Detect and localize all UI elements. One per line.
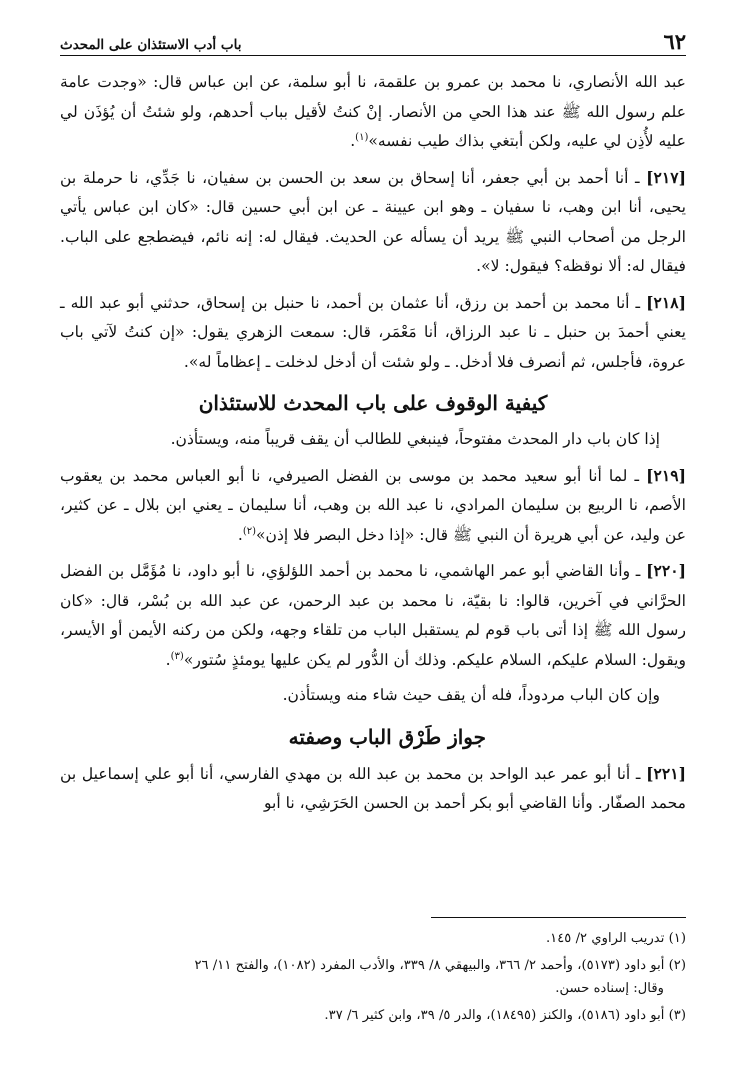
hadith-paragraph-219 xyxy=(60,461,686,551)
running-header xyxy=(60,22,686,56)
paragraph-end: . xyxy=(237,525,243,544)
paragraph-text: ـ أنا أبو عمر عبد الواحد بن محمد بن عبد الله بن مهدي الفارسي، أنا أبو علي إسماعيل بن محمد الصفّار. وأنا القاضي أبو بكر أحمد بن الحسن الحَرَشِي، نا أبو xyxy=(60,764,686,812)
book-page xyxy=(60,22,686,1072)
hadith-number: [٢٢٠] xyxy=(646,561,686,580)
section-intro: إذا كان باب دار المحدث مفتوحاً، فينبغي للطالب أن يقف قريباً منه، ويستأذن. xyxy=(170,430,660,448)
footnote-ref: (٢) xyxy=(242,525,256,537)
paragraph-text: ـ أنا محمد بن أحمد بن رزق، أنا عثمان بن أحمد، نا حنبل بن إسحاق، حدثني أبو عبد الله ـ يعني أحمدَ بن حنبل ـ نا عبد الرزاق، أنا مَعْمَر، قال: سمعت الزهري يقول: «إن كنتُ لآتي باب عروة، فأجلس، ثم أنصرف فلا أدخل. ـ ولو شئت أن أدخل لدخلت ـ إعظاماً له». xyxy=(60,293,686,371)
paragraph-end: . xyxy=(350,132,356,150)
footnote-text: (١) تدريب الراوي ٢/ ١٤٥. xyxy=(545,931,686,946)
paragraph-text: ـ لما أنا أبو سعيد محمد بن موسى بن الفضل الصيرفي، نا أبو العباس محمد بن يعقوب الأصم، نا الربيع بن سليمان المرادي، نا عبد الله بن وهب، أنا سليمان ـ يعني ابن بلال ـ عن كثير، عن وليد، عن أبي هريرة أن النبي ﷺ قال: «إذا دخل البصر فلا إذن» xyxy=(60,466,686,544)
footnotes xyxy=(60,927,686,1031)
footnote-1 xyxy=(60,927,686,950)
page-number: ٦٢ xyxy=(663,29,686,54)
hadith-paragraph-218 xyxy=(60,288,686,378)
footnote-ref: (١) xyxy=(355,131,369,143)
paragraph-text: عبد الله الأنصاري، نا محمد بن عمرو بن علقمة، نا أبو سلمة، عن ابن عباس قال: «وجدت عامة علم رسول الله ﷺ عند هذا الحي من الأنصار. إنْ كنتُ لأقيل بباب أحدهم، ولو شئتُ أن يُؤذَن لي عليه لأُذِن لي عليه، ولكن أبتغي بذاك طيب نفسه» xyxy=(60,73,686,150)
main-text xyxy=(60,68,686,819)
paragraph-text: ـ وأنا القاضي أبو عمر الهاشمي، نا محمد بن أحمد اللؤلؤي، نا أبو داود، نا مُؤَمَّل بن الفضل الحرَّاني في آخرين، قالوا: نا بقيّة، نا محمد بن عبد الرحمن، عن عبد الله بن بُسْر، قال: «كان رسول الله ﷺ إذا أتى باب قوم لم يستقبل الباب من تلقاء وجهه، ولكن من ركنه الأيمن أو الأيسر، ويقول: السلام عليكم، السلام عليكم. وذلك أن الدُّور لم يكن عليها يومئذٍ سُتور» xyxy=(60,562,686,669)
section-heading: كيفية الوقوف على باب المحدث للاستئذان xyxy=(198,391,548,415)
hadith-number: [٢١٩] xyxy=(646,465,686,485)
running-title: باب أدب الاستئذان على المحدث xyxy=(60,36,242,53)
hadith-paragraph-217 xyxy=(60,163,686,282)
footnote-2 xyxy=(60,954,686,1000)
hadith-paragraph-221 xyxy=(60,759,686,819)
footnote-text: (٢) أبو داود (٥١٧٣)، وأحمد ٢/ ٣٦٦، والبيهقي ٨/ ٣٣٩، والأدب المفرد (١٠٨٢)، والفتح ١١/ ٢٦ xyxy=(194,958,686,973)
footnote-divider xyxy=(431,917,686,918)
section-heading: جواز طَرْق الباب وصفته xyxy=(288,724,486,749)
footnote-3 xyxy=(60,1004,686,1027)
footnote-ref: (٣) xyxy=(170,650,184,662)
paragraph-text: ـ أنا أحمد بن أبي جعفر، أنا إسحاق بن سعد بن الحسن بن سفيان، نا جَدِّي، نا حرملة بن يحيى، أنا ابن وهب، نا سفيان ـ وهو ابن عيينة ـ عن ابن أبي حسين قال: «كان ابن عباس يأتي الرجل من أصحاب النبي ﷺ يريد أن يسأله عن الحديث. فيقال له: إنه نائم، فيضطجع على الباب. فيقال له: ألا نوقظه؟ فيقول: لا». xyxy=(60,168,686,275)
footnote-continuation: وقال: إسناده حسن. xyxy=(555,981,664,996)
hadith-number: [٢١٧] xyxy=(646,167,686,187)
footnote-text: (٣) أبو داود (٥١٨٦)، والكنز (١٨٤٩٥)، والدر ٥/ ٣٩، وابن كثير ٦/ ٣٧. xyxy=(324,1008,686,1023)
paragraph-end: . xyxy=(165,650,171,669)
section-note: وإن كان الباب مردوداً، فله أن يقف حيث شاء منه ويستأذن. xyxy=(282,686,660,704)
hadith-paragraph-220 xyxy=(60,556,686,675)
hadith-number: [٢١٨] xyxy=(646,292,686,312)
paragraph-continuation xyxy=(60,68,686,157)
hadith-number: [٢٢١] xyxy=(646,763,686,783)
